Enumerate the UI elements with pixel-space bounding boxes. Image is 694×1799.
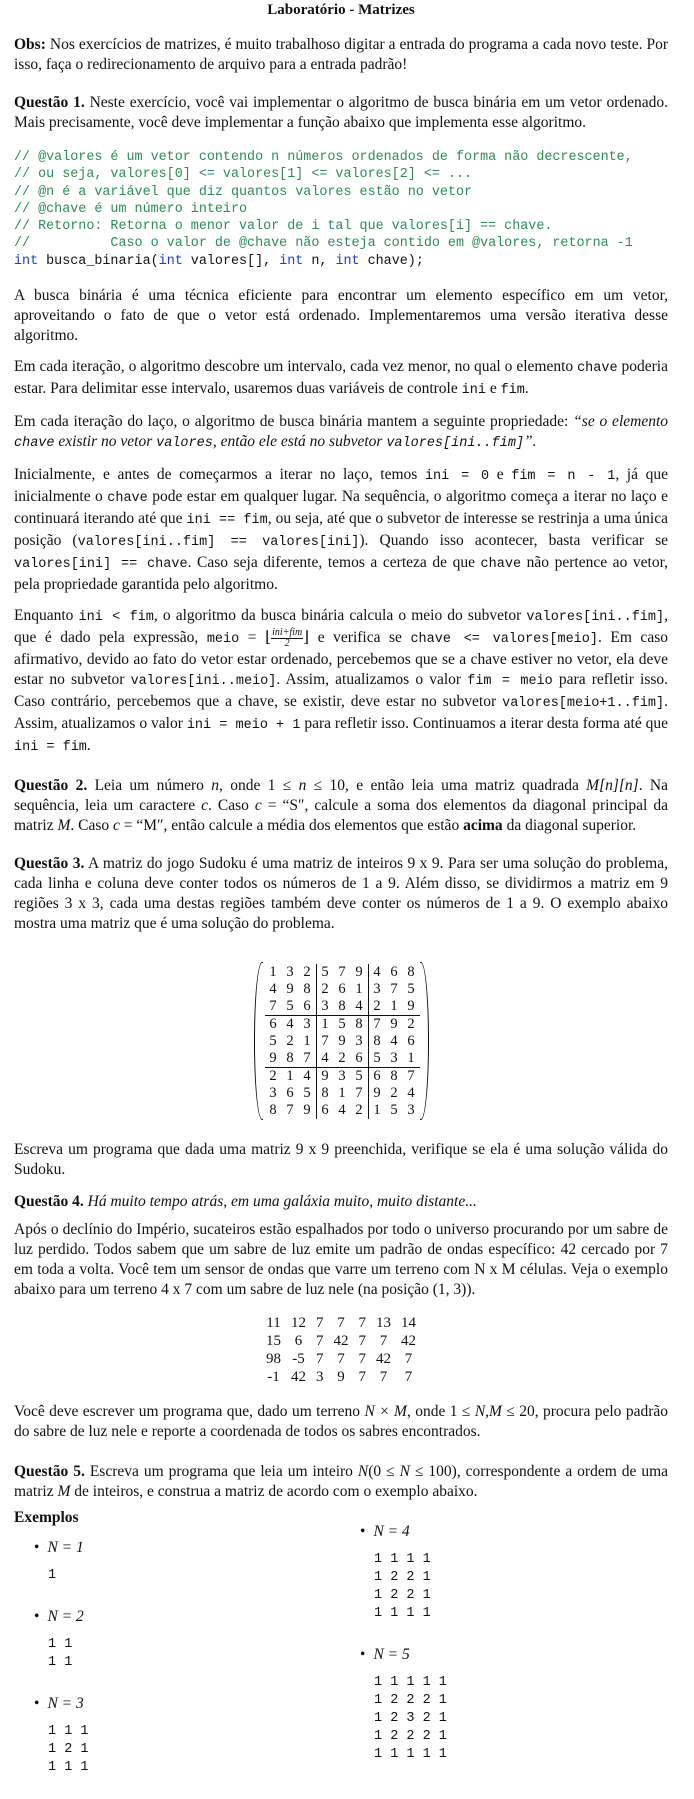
terrain-row bbox=[261, 1368, 421, 1386]
terrain-row bbox=[261, 1332, 421, 1350]
sudoku-cell: 9 bbox=[351, 964, 369, 981]
matrix-row: 1 2 2 2 1 bbox=[374, 1729, 447, 1745]
example-item bbox=[34, 1694, 89, 1777]
terrain-cell: 7 bbox=[404, 1369, 413, 1386]
terrain-cell: 42 bbox=[376, 1351, 391, 1368]
code-comment-3: // @n é a variável que diz quantos valores estão no vetor bbox=[14, 184, 473, 200]
terrain-cell: 42 bbox=[333, 1333, 349, 1350]
terrain-cell: 42 bbox=[401, 1333, 416, 1350]
sudoku-cell: 3 bbox=[386, 1050, 403, 1068]
example-label: • N = 4 bbox=[360, 1523, 410, 1541]
sudoku-cell: 9 bbox=[286, 981, 294, 998]
terrain-cell: 13 bbox=[376, 1315, 391, 1332]
sudoku-cell: 1 bbox=[286, 1068, 294, 1085]
examples-heading: Exemplos bbox=[14, 1509, 79, 1527]
sudoku-cell: 2 bbox=[368, 998, 386, 1016]
sudoku-cell: 9 bbox=[390, 1016, 398, 1033]
code-comment-5: // Retorno: Retorna o menor valor de i tal que valores[i] == chave. bbox=[14, 219, 553, 235]
terrain-cell: 15 bbox=[266, 1333, 281, 1350]
q1-paragraph-5: Enquanto ini < fim, o algoritmo da busca binária calcula o meio do subvetor valores[ini..fim], que é dado pela expressão, meio = ⌊ $\frac{\text{ini+fim}}{2}$ ⌋ e verifica se chave <= valores[meio]. Em caso afirmativo, devido ao fato do vetor estar ordenado, percebemos que se a chave estiver no vetor, ela deve estar no subvetor valores[ini..meio]. Assim, atualizamos o valor fim = meio para refletir isso. Caso contrário, percebemos que a chave, se existir, deve estar no subvetor valores[meio+1..fim]. Assim, atualizamos o valor ini = meio + 1 para refletir isso. Continuamos a iterar desta forma até que ini = fim. bbox=[14, 607, 669, 756]
obs-text: Nos exercícios de matrizes, é muito trabalhoso digitar a entrada do programa a cada novo teste. Por isso, faça o redirecionamento de arquivo para a entrada padrão! bbox=[14, 36, 669, 73]
terrain-cell: 12 bbox=[291, 1315, 306, 1332]
sudoku-cell: 7 bbox=[265, 998, 282, 1016]
sudoku-cell: 1 bbox=[338, 1085, 346, 1102]
q4-paragraph: Após o declínio do Império, sucateiros estão espalhados por todo o universo procurando por um sabre de luz perdido. Todos sabem que um sabre de luz emite um padrão de ondas específico: 42 cercado por 7 em toda a volta. Você tem um sensor de ondas que varre um terreno com N x M células. Veja o exemplo abaixo para um terreno 4 x 7 com um sabre de luz nele (na posição (1, 3)). bbox=[14, 1221, 668, 1299]
code-signature: int busca_binaria(int valores[], int n, int chave); bbox=[14, 253, 424, 269]
terrain-cell: 98 bbox=[266, 1351, 281, 1368]
terrain-cell: 7 bbox=[316, 1315, 324, 1332]
fraction: $\frac{\text{ini+fim}}{2}$ bbox=[272, 627, 303, 650]
sudoku-cell: 8 bbox=[299, 981, 317, 998]
sudoku-cell: 5 bbox=[351, 1068, 369, 1086]
sudoku-row bbox=[265, 1102, 420, 1119]
terrain-cell: 14 bbox=[401, 1315, 416, 1332]
sudoku-cell: 6 bbox=[321, 1102, 329, 1119]
sudoku-row bbox=[265, 1068, 420, 1086]
obs-paragraph bbox=[14, 35, 668, 75]
terrain-cell: 42 bbox=[291, 1369, 306, 1386]
sudoku-cell: 6 bbox=[338, 981, 346, 998]
sudoku-cell: 6 bbox=[269, 1016, 277, 1033]
q3-label: Questão 3. bbox=[14, 855, 85, 873]
matrix-row: 1 1 1 bbox=[48, 1760, 89, 1776]
sudoku-cell: 9 bbox=[321, 1068, 329, 1085]
sudoku-cell: 1 bbox=[299, 1033, 317, 1050]
terrain-cell: -1 bbox=[267, 1369, 280, 1386]
sudoku-cell: 8 bbox=[321, 1085, 329, 1102]
code-comment-1: // @valores é um vetor contendo n números ordenados de forma não decrescente, bbox=[14, 150, 633, 165]
sudoku-cell: 5 bbox=[282, 998, 299, 1016]
sudoku-cell: 4 bbox=[390, 1033, 398, 1050]
matrix-row: 1 1 1 bbox=[48, 1724, 89, 1740]
matrix-row: 1 1 1 1 bbox=[374, 1552, 431, 1568]
sudoku-cell: 4 bbox=[373, 964, 381, 981]
sudoku-cell: 3 bbox=[407, 1102, 415, 1119]
sudoku-cell: 1 bbox=[321, 1016, 329, 1033]
terrain-cell: 7 bbox=[358, 1369, 366, 1386]
sudoku-cell: 8 bbox=[282, 1050, 299, 1068]
q1-paragraph-3: Em cada iteração do laço, o algoritmo de busca binária mantem a seguinte propriedade: “se o elemento chave existir no vetor valores, então ele está no subvetor valores[ini..fim]”. bbox=[14, 413, 669, 452]
q5-label: Questão 5. bbox=[14, 1463, 85, 1481]
sudoku-cell: 5 bbox=[269, 1033, 277, 1050]
terrain-cell: 7 bbox=[316, 1333, 324, 1350]
sudoku-cell: 8 bbox=[351, 1016, 369, 1034]
matrix-row: 1 1 bbox=[48, 1637, 73, 1653]
q1-paragraph-2: Em cada iteração, o algoritmo descobre um intervalo, cada vez menor, no qual o elemento chave poderia estar. Para delimitar esse intervalo, usaremos duas variáveis de controle ini e fim. bbox=[14, 358, 668, 399]
sudoku-cell: 9 bbox=[403, 998, 420, 1016]
sudoku-cell: 2 bbox=[351, 1102, 369, 1119]
example-item bbox=[360, 1645, 447, 1764]
bullet-icon: • bbox=[34, 1608, 40, 1626]
terrain-cell: 7 bbox=[379, 1333, 388, 1350]
sudoku-cell: 5 bbox=[338, 1016, 346, 1033]
obs-label: Obs: bbox=[14, 36, 46, 53]
sudoku-cell: 3 bbox=[269, 1085, 277, 1102]
matrix-row: 1 1 1 1 bbox=[374, 1606, 431, 1622]
terrain-row bbox=[261, 1350, 421, 1368]
sudoku-cell: 4 bbox=[316, 1050, 334, 1068]
q5-paragraph: Questão 5. Escreva um programa que leia um inteiro N(0 ≤ N ≤ 100), correspondente a ordem de uma matriz M de inteiros, e construa a matriz de acordo com o exemplo abaixo. bbox=[14, 1463, 669, 1501]
terrain-cell: 11 bbox=[266, 1315, 281, 1332]
sudoku-cell: 6 bbox=[390, 964, 398, 981]
examples-left-column bbox=[34, 1538, 89, 1799]
q1-label: Questão 1. bbox=[14, 94, 85, 111]
matrix-row: 1 2 3 2 1 bbox=[374, 1711, 447, 1727]
sudoku-cell: 5 bbox=[407, 981, 415, 998]
sudoku-cell: 9 bbox=[299, 1102, 317, 1119]
sudoku-cell: 3 bbox=[351, 1033, 369, 1050]
bullet-icon: • bbox=[360, 1646, 366, 1664]
q1-paragraph-1: A busca binária é uma técnica eficiente para encontrar um elemento específico em um vetor, aproveitando o fato de que o vetor está ordenado. Implementaremos uma versão iterativa desse algoritmo. bbox=[14, 287, 668, 345]
bullet-icon: • bbox=[34, 1695, 40, 1713]
sudoku-cell: 8 bbox=[334, 998, 351, 1016]
sudoku-cell: 7 bbox=[390, 981, 398, 998]
matrix-row: 1 bbox=[48, 1568, 57, 1584]
sudoku-cell: 4 bbox=[407, 1085, 415, 1102]
matrix-row: 1 2 2 2 1 bbox=[374, 1693, 447, 1709]
example-item bbox=[34, 1607, 89, 1672]
terrain-cell: 7 bbox=[316, 1351, 324, 1368]
sudoku-cell: 7 bbox=[321, 1033, 329, 1050]
document-page bbox=[14, 0, 668, 1798]
example-label: • N = 2 bbox=[34, 1608, 84, 1626]
example-label: • N = 3 bbox=[34, 1695, 84, 1713]
sudoku-cell: 8 bbox=[373, 1033, 381, 1050]
sudoku-cell: 2 bbox=[334, 1050, 351, 1068]
sudoku-cell: 3 bbox=[299, 1016, 317, 1034]
matrix-row: 1 2 2 1 bbox=[374, 1570, 431, 1586]
sudoku-cell: 2 bbox=[390, 1085, 398, 1102]
sudoku-cell: 4 bbox=[299, 1068, 317, 1086]
sudoku-cell: 1 bbox=[269, 964, 277, 981]
sudoku-row bbox=[265, 1016, 420, 1034]
sudoku-cell: 6 bbox=[286, 1085, 294, 1102]
q3-after: Escreva um programa que dada uma matriz 9 x 9 preenchida, verifique se ela é uma solução válida do Sudoku. bbox=[14, 1141, 668, 1179]
q2-label: Questão 2. bbox=[14, 777, 88, 795]
sudoku-cell: 7 bbox=[373, 1016, 381, 1033]
sudoku-cell: 6 bbox=[299, 998, 317, 1016]
sudoku-cell: 1 bbox=[373, 1102, 381, 1119]
sudoku-cell: 8 bbox=[407, 964, 415, 981]
sudoku-cell: 5 bbox=[321, 964, 329, 981]
terrain-cell: 9 bbox=[337, 1369, 345, 1386]
sudoku-row bbox=[265, 964, 420, 981]
sudoku-cell: 7 bbox=[351, 1085, 369, 1102]
sudoku-cell: 6 bbox=[373, 1068, 381, 1085]
terrain-cell: -5 bbox=[292, 1351, 305, 1368]
example-item bbox=[360, 1522, 447, 1623]
sudoku-cell: 1 bbox=[386, 998, 403, 1016]
q1-intro: Questão 1. Neste exercício, você vai implementar o algoritmo de busca binária em um vetor ordenado. Mais precisamente, você deve implementar a função abaixo que implementa esse algoritmo. bbox=[14, 94, 669, 131]
q4-after: Você deve escrever um programa que, dado um terreno N × M, onde 1 ≤ N,M ≤ 20, procura pelo padrão do sabre de luz nele e reporte a coordenada de todos os sabres encontrados. bbox=[14, 1403, 668, 1441]
sudoku-cell: 3 bbox=[316, 998, 334, 1016]
terrain-cell: 7 bbox=[358, 1333, 366, 1350]
q4-heading: Questão 4. Há muito tempo atrás, em uma galáxia muito, muito distante... bbox=[14, 1193, 477, 1211]
bullet-icon: • bbox=[34, 1539, 40, 1557]
sudoku-row bbox=[265, 1033, 420, 1050]
sudoku-cell: 1 bbox=[403, 1050, 420, 1068]
sudoku-cell: 5 bbox=[299, 1085, 317, 1102]
matrix-row: 1 1 1 1 1 bbox=[374, 1675, 447, 1691]
matrix-row: 1 1 1 1 1 bbox=[374, 1747, 447, 1763]
terrain-cell: 3 bbox=[316, 1369, 324, 1386]
sudoku-row bbox=[265, 998, 420, 1016]
matrix-row: 1 2 1 bbox=[48, 1742, 89, 1758]
code-block bbox=[14, 149, 668, 270]
sudoku-matrix bbox=[254, 962, 429, 1118]
page-title: Laboratório - Matrizes bbox=[267, 2, 415, 18]
q1-paragraph-4: Inicialmente, e antes de começarmos a iterar no laço, temos ini = 0 e fim = n - 1, já que inicialmente o chave pode estar em qualquer lugar. Na sequência, o algoritmo começa a iterar no laço e continuará iterando até que ini == fim, ou seja, até que o subvetor de interesse se restrinja a uma única posição (valores[ini..fim] == valores[ini]). Quando isso acontecer, basta verificar se valores[ini] == chave. Caso seja diferente, temos a certeza de que chave não pertence ao vetor, pela propriedade garantida pelo algoritmo. bbox=[14, 466, 669, 594]
q3-paragraph: Questão 3. A matriz do jogo Sudoku é uma matriz de inteiros 9 x 9. Para ser uma solução do problema, cada linha e coluna deve conter todos os números de 1 a 9. Além disso, se dividirmos a matriz em 9 regiões 3 x 3, cada uma destas regiões também deve conter os números de 1 a 9. O exemplo abaixo mostra uma matriz que é uma solução do problema. bbox=[14, 855, 668, 933]
sudoku-cell: 9 bbox=[338, 1033, 346, 1050]
terrain-cell: 7 bbox=[358, 1315, 366, 1332]
sudoku-cell: 7 bbox=[286, 1102, 294, 1119]
code-comment-4: // @chave é um número inteiro bbox=[14, 201, 248, 217]
sudoku-cell: 4 bbox=[286, 1016, 294, 1033]
terrain-cell: 7 bbox=[379, 1369, 388, 1386]
examples-section bbox=[14, 1508, 668, 1798]
terrain-cell: 7 bbox=[337, 1351, 345, 1368]
sudoku-row bbox=[265, 1085, 420, 1102]
left-parenthesis bbox=[254, 962, 263, 1120]
sudoku-cell: 9 bbox=[373, 1085, 381, 1102]
right-parenthesis bbox=[420, 962, 429, 1120]
sudoku-cell: 3 bbox=[373, 981, 381, 998]
sudoku-cell: 5 bbox=[390, 1102, 398, 1119]
matrix-row: 1 1 bbox=[48, 1655, 73, 1671]
terrain-cell: 7 bbox=[337, 1315, 345, 1332]
sudoku-cell: 3 bbox=[338, 1068, 346, 1085]
sudoku-cell: 4 bbox=[269, 981, 277, 998]
examples-right-column bbox=[360, 1522, 447, 1786]
terrain-cell: 7 bbox=[404, 1351, 413, 1368]
sudoku-cell: 6 bbox=[351, 1050, 369, 1068]
terrain-row bbox=[261, 1314, 421, 1332]
terrain-cell: 7 bbox=[358, 1351, 366, 1368]
example-label: • N = 1 bbox=[34, 1539, 84, 1557]
sudoku-cell: 2 bbox=[407, 1016, 415, 1033]
example-item bbox=[34, 1538, 89, 1585]
sudoku-row bbox=[265, 981, 420, 998]
code-comment-2: // ou seja, valores[0] <= valores[1] <= valores[2] <= ... bbox=[14, 167, 473, 183]
sudoku-cell: 3 bbox=[286, 964, 294, 981]
sudoku-cell: 4 bbox=[338, 1102, 346, 1119]
code-comment-6: // Caso o valor de @chave não esteja contido em @valores, retorna -1 bbox=[14, 236, 633, 252]
sudoku-cell: 1 bbox=[351, 981, 369, 998]
sudoku-cell: 2 bbox=[321, 981, 329, 998]
matrix-row: 1 2 2 1 bbox=[374, 1588, 431, 1604]
terrain-cell: 6 bbox=[294, 1333, 303, 1350]
sudoku-row bbox=[265, 1050, 420, 1068]
sudoku-cell: 7 bbox=[338, 964, 346, 981]
sudoku-cell: 8 bbox=[269, 1102, 277, 1119]
sudoku-cell: 7 bbox=[299, 1050, 317, 1068]
terrain-grid bbox=[261, 1314, 421, 1386]
sudoku-cell: 2 bbox=[299, 964, 317, 981]
sudoku-grid bbox=[265, 964, 420, 1119]
sudoku-cell: 7 bbox=[407, 1068, 415, 1085]
example-label: • N = 5 bbox=[360, 1646, 410, 1664]
sudoku-cell: 4 bbox=[351, 998, 369, 1016]
sudoku-cell: 9 bbox=[265, 1050, 282, 1068]
q2-paragraph: Questão 2. Leia um número n, onde 1 ≤ n ≤ 10, e então leia uma matriz quadrada M[n][n]. Na sequência, leia um caractere c. Caso c = “S″, calcule a soma dos elementos da diagonal principal da matriz M. Caso c = “M″, então calcule a média dos elementos que estão acima da diagonal superior. bbox=[14, 777, 669, 835]
sudoku-cell: 8 bbox=[390, 1068, 398, 1085]
bullet-icon: • bbox=[360, 1523, 366, 1541]
sudoku-cell: 5 bbox=[368, 1050, 386, 1068]
sudoku-cell: 6 bbox=[407, 1033, 415, 1050]
sudoku-cell: 2 bbox=[286, 1033, 294, 1050]
q4-label: Questão 4. bbox=[14, 1193, 84, 1211]
sudoku-cell: 2 bbox=[269, 1068, 277, 1085]
